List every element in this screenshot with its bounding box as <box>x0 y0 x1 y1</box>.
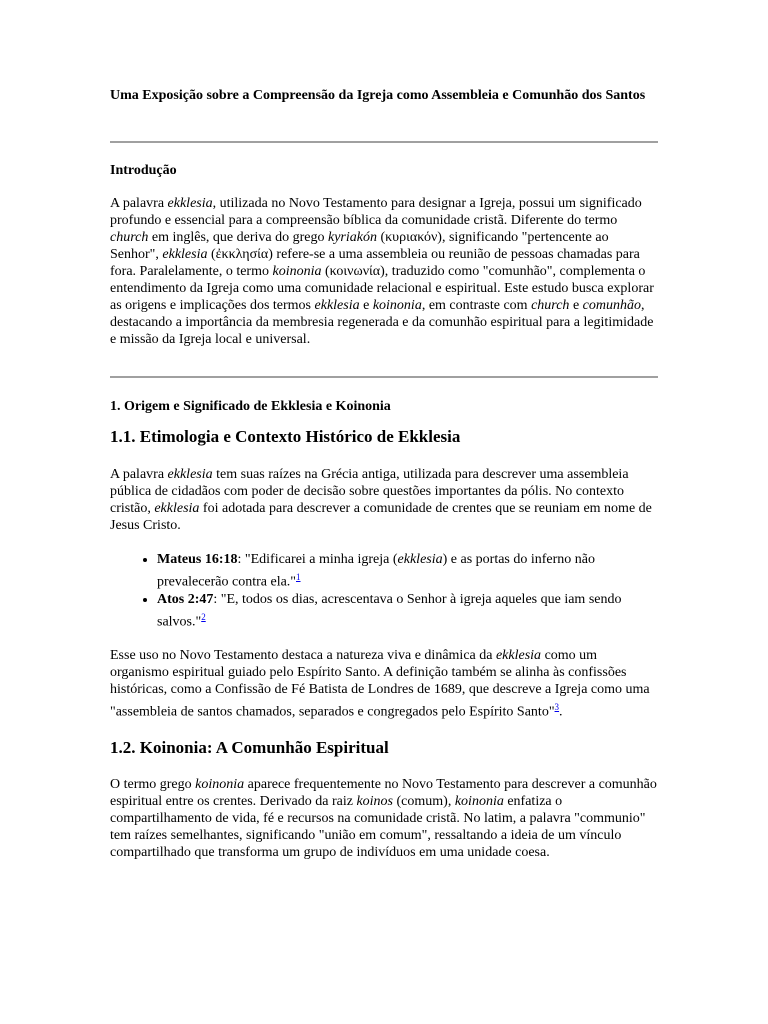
list-item: • Mateus 16:18: "Edificarei a minha igreja (ekklesia) e as portas do inferno não prevalecerão contra ela."$^1$ <box>157 551 658 591</box>
section-1-2-paragraph: O termo grego koinonia aparece frequentemente no Novo Testamento para descrever a comunhão espiritual entre os crentes. Derivado da raiz koinos (comum), koinonia enfatiza o compartilhamento de vida, fé e recursos na comunidade cristã. No latim, a palavra "communio" tem raízes semelhantes, significando "união em comum", ressaltando a ideia de um vínculo compartilhado que transforma um grupo de indivíduos em uma unidade coesa. <box>110 776 657 860</box>
section-1-2-heading: 1.2. Koinonia: A Comunhão Espiritual <box>110 737 389 757</box>
intro-heading: Introdução <box>110 163 177 178</box>
section-1-1-paragraph: A palavra ekklesia tem suas raízes na Grécia antiga, utilizada para descrever uma assembleia pública de cidadãos com poder de decisão sobre questões importantes da pólis. No contexto cristão, ekklesia foi adotada para descrever a comunidade de crentes que se reuniam em nome de Jesus Cristo. <box>110 467 652 533</box>
section-1-1-heading: 1.1. Etimologia e Contexto Histórico de Ekklesia <box>110 427 461 446</box>
scripture-references-list <box>110 551 658 630</box>
document-page <box>110 80 658 861</box>
footnote-link-1[interactable]: 1 <box>296 572 301 582</box>
page-title: Uma Exposição sobre a Compreensão da Igreja como Assembleia e Comunhão dos Santos <box>110 88 646 103</box>
list-item: • Atos 2:47: "E, todos os dias, acrescentava o Senhor à igreja aqueles que iam sendo salvos."$^2$ <box>157 591 658 631</box>
intro-paragraph: A palavra ekklesia, utilizada no Novo Testamento para designar a Igreja, possui um significado profundo e essencial para a compreensão bíblica da comunidade cristã. Diferente do termo church em inglês, que deriva do grego kyriakón (κυριακόν), significando "pertencente ao Senhor", ekklesia (ἐκκλησία) refere-se a uma assembleia ou reunião de pessoas chamadas para fora. Paralelamente, o termo koinonia (κοινωνία), traduzido como "comunhão", complementa o entendimento da Igreja como uma comunidade relacional e espiritual. Este estudo busca explorar as origens e implicações dos termos ekklesia e koinonia, em contraste com church e comunhão, destacando a importância da membresia regenerada e da comunhão espiritual para a legitimidade e missão da Igreja local e universal. <box>110 196 654 347</box>
footnote-link-3[interactable]: 3 <box>554 702 560 713</box>
footnote-link-2[interactable]: 2 <box>201 611 206 622</box>
section-1-1-paragraph-2: Esse uso no Novo Testamento destaca a natureza viva e dinâmica da ekklesia como um organismo espiritual guiado pelo Espírito Santo. A definição também se alinha às confissões históricas, como a Confissão de Fé Batista de Londres de 1689, que descreve a Igreja como uma "assembleia de santos chamados, separados e congregados pelo Espírito Santo"$^3$. <box>110 648 650 720</box>
section-1-heading: 1. Origem e Significado de Ekklesia e Koinonia <box>110 399 391 414</box>
